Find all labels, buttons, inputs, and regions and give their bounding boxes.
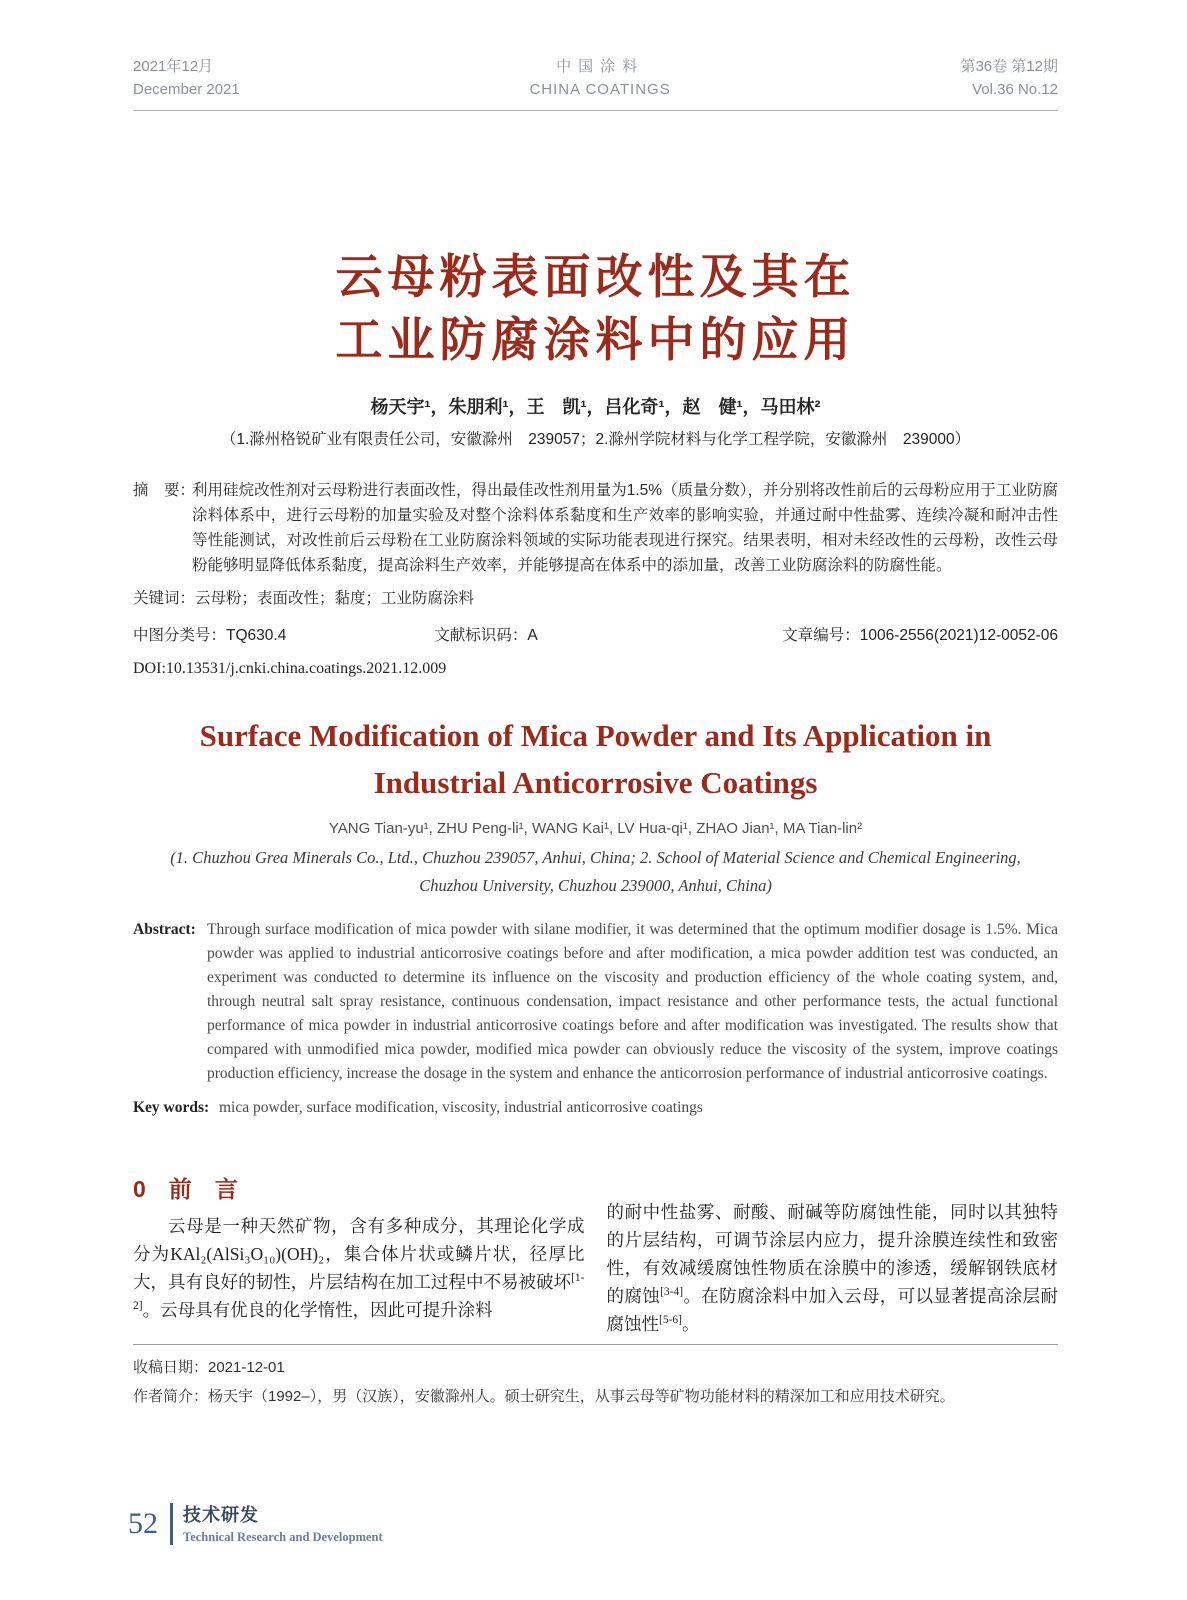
- header-journal-name: [529, 55, 670, 101]
- article-title-cn: [133, 245, 1058, 371]
- article-title-en-line2: Industrial Anticorrosive Coatings: [373, 765, 818, 800]
- document-code: 文献标识码：A: [434, 627, 538, 644]
- affiliation-cn: （1.滁州格锐矿业有限责任公司，安徽滁州 239057；2.滁州学院材料与化学工程学院，安徽滁州 239000）: [220, 431, 971, 448]
- intro-right-seg2: 。在防腐涂料中加入云母，可以显著提高涂层耐腐蚀性: [606, 1286, 1058, 1334]
- affiliation-en: [133, 844, 1058, 900]
- doi: DOI:10.13531/j.cnki.china.coatings.2021.12.009: [133, 660, 447, 677]
- header-issue-date: [133, 55, 240, 101]
- footer-divider-bar: [170, 1503, 173, 1545]
- abstract-cn: [133, 478, 1058, 578]
- footer-section-en: Technical Research and Development: [183, 1529, 383, 1544]
- keywords-en-label: Key words:: [133, 1099, 210, 1116]
- page-number: 52: [128, 1507, 158, 1540]
- header-date-cn: 2021年12月: [133, 58, 214, 75]
- abstract-en: [133, 918, 1058, 1086]
- footnote-block: [133, 1344, 1058, 1409]
- clc-number: 中图分类号：TQ630.4: [133, 627, 287, 644]
- author-bio: 作者简介：杨天宇（1992–），男（汉族），安徽滁州人。硕士研究生，从事云母等矿物功能材料的精深加工和应用技术研究。: [133, 1388, 955, 1405]
- header-journal-cn: 中国涂料: [556, 58, 645, 75]
- keywords-en-text: mica powder, surface modification, viscosity, industrial anticorrosive coatings: [219, 1099, 703, 1116]
- received-date: 收稿日期：2021-12-01: [133, 1359, 285, 1376]
- intro-left-seg2: 。云母具有优良的化学惰性，因此可提升涂料: [142, 1300, 493, 1320]
- authors-cn: 杨天宇¹，朱朋利¹，王 凯¹，吕化奇¹，赵 健¹，马田林²: [370, 397, 821, 417]
- classification-row: [133, 623, 1058, 648]
- header-journal-en: CHINA COATINGS: [529, 81, 671, 98]
- keywords-en: [133, 1096, 1058, 1120]
- introduction-columns: [133, 1176, 1058, 1338]
- abstract-en-label: Abstract:: [133, 921, 196, 938]
- affiliation-en-line1: (1. Chuzhou Grea Minerals Co., Ltd., Chuzhou 239057, Anhui, China; 2. School of Material Science and Chemical Engineering,: [170, 848, 1021, 867]
- article-title-en: [133, 712, 1058, 806]
- intro-column-left: [133, 1176, 585, 1338]
- authors-en: YANG Tian-yu¹, ZHU Peng-li¹, WANG Kai¹, LV Hua-qi¹, ZHAO Jian¹, MA Tian-lin²: [328, 820, 863, 837]
- section-heading-intro: 0 前 言: [133, 1176, 238, 1202]
- journal-header: [133, 0, 1058, 111]
- intro-paragraph-right: [607, 1198, 1059, 1338]
- affiliation-en-line2: Chuzhou University, Chuzhou 239000, Anhui, China): [419, 876, 772, 895]
- article-title-cn-line1: 云母粉表面改性及其在: [335, 250, 856, 303]
- article-id: 文章编号：1006-2556(2021)12-0052-06: [782, 627, 1058, 644]
- intro-paragraph-left: [133, 1212, 585, 1324]
- intro-left-seg1: 云母是一种天然矿物，含有多种成分，其理论化学成分为KAl₂(AlSi₃O₁₀)(OH)₂，集合体片状或鳞片状，径厚比大，具有良好的韧性，片层结构在加工过程中不易被破坏: [133, 1216, 585, 1292]
- article-title-en-line1: Surface Modification of Mica Powder and Its Application in: [199, 718, 992, 753]
- abstract-cn-text: 利用硅烷改性剂对云母粉进行表面改性，得出最佳改性剂用量为1.5%（质量分数），并分别将改性前后的云母粉应用于工业防腐涂料体系中，进行云母粉的加量实验及对整个涂料体系黏度和生产效率的影响实验，并通过耐中性盐雾、连续冷凝和耐冲击性等性能测试，对改性前后云母粉在工业防腐涂料领域的实际功能表现进行探究。结果表明，相对未经改性的云母粉，改性云母粉能够明显降低体系黏度，提高涂料生产效率，并能够提高在体系中的添加量，改善工业防腐涂料的防腐性能。: [192, 482, 1058, 574]
- keywords-cn: 关键词：云母粉；表面改性；黏度；工业防腐涂料: [133, 590, 475, 607]
- reference-marker: [3-4]: [660, 1286, 684, 1299]
- footer-section-labels: [183, 1504, 383, 1545]
- intro-right-seg3: 。: [682, 1314, 700, 1334]
- header-volume-issue: [960, 55, 1058, 101]
- page-footer: [128, 1503, 383, 1545]
- reference-marker: [5-6]: [659, 1314, 682, 1327]
- header-issue-cn: 第36卷 第12期: [960, 58, 1058, 75]
- reference-marker: [1-2]: [133, 1272, 585, 1313]
- intro-right-seg1: 的耐中性盐雾、耐酸、耐碱等防腐蚀性能，同时以其独特的片层结构，可调节涂层内应力，提升涂膜连续性和致密性，有效减缓腐蚀性物质在涂膜中的渗透，缓解钢铁底材的腐蚀: [606, 1202, 1058, 1306]
- abstract-cn-label: 摘 要：: [133, 482, 196, 499]
- header-date-en: December 2021: [133, 81, 240, 98]
- header-issue-en: Vol.36 No.12: [972, 81, 1058, 98]
- intro-column-right: [607, 1176, 1059, 1338]
- abstract-en-text: Through surface modification of mica powder with silane modifier, it was determined that the optimum modifier dosage is 1.5%. Mica powder was applied to industrial anticorrosive coatings before and after modification, a mica powder addition test was conducted, an experiment was conducted to determine its influence on the viscosity and production efficiency of the whole coating system, and, through neutral salt spray resistance, continuous condensation, impact resistance and other performance tests, the actual functional performance of mica powder in industrial anticorrosive coatings before and after modification was investigated. The results show that compared with unmodified mica powder, modified mica powder can obviously reduce the viscosity of the system, improve coatings production efficiency, increase the dosage in the system and enhance the anticorrosion performance of industrial anticorrosive coatings.: [207, 921, 1058, 1082]
- article-title-cn-line2: 工业防腐涂料中的应用: [335, 313, 856, 366]
- footer-section-cn: 技术研发: [183, 1504, 259, 1525]
